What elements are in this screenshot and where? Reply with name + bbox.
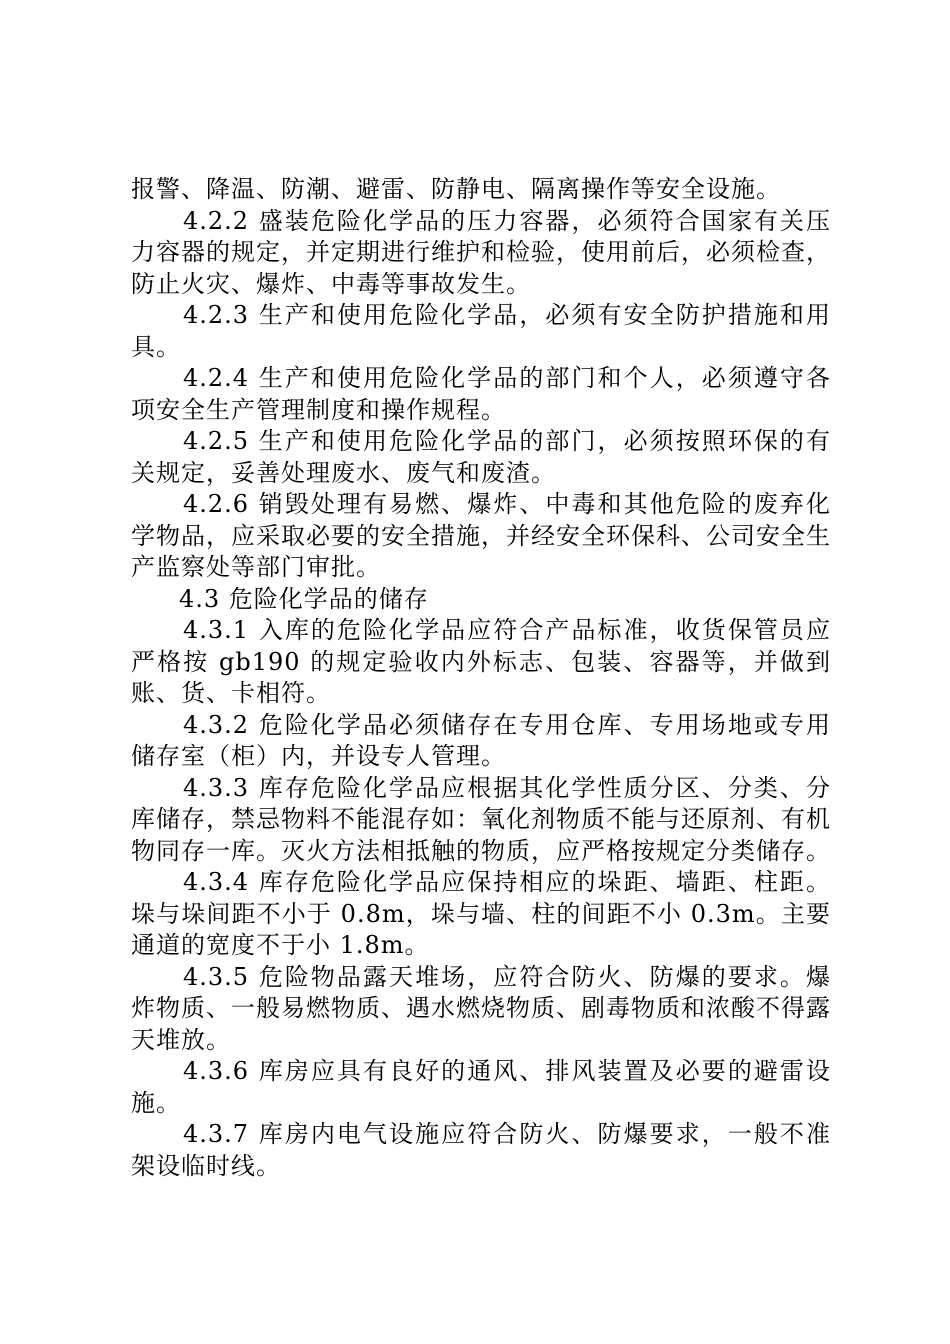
paragraph-4-2-3: 4.2.3 生产和使用危险化学品，必须有安全防护措施和用具。 [131,301,831,361]
paragraph-4-3-5: 4.3.5 危险物品露天堆场，应符合防火、防爆的要求。爆炸物质、一般易燃物质、遇水燃烧物质、剧毒物质和浓酸不得露天堆放。 [131,962,831,1054]
paragraph-4-3-1: 4.3.1 入库的危险化学品应符合产品标准，收货保管员应严格按 gb190 的规定验收内外标志、包装、容器等，并做到账、货、卡相符。 [131,616,831,707]
paragraph-4-3-2: 4.3.2 危险化学品必须储存在专用仓库、专用场地或专用储存室（柜）内，并设专人管理。 [131,710,831,770]
paragraph-4-3-4: 4.3.4 库存危险化学品应保持相应的垛距、墙距、柱距。垛与垛间距不小于 0.8m，垛与墙、柱的间距不小 0.3m。主要通道的宽度不于小 1.8m。 [131,868,831,959]
document-body [131,174,831,1182]
section-heading-4-3: 4.3 危险化学品的储存 [179,584,429,613]
paragraph-4-2-6: 4.2.6 销毁处理有易燃、爆炸、中毒和其他危险的废弃化学物品，应采取必要的安全措施，并经安全环保科、公司安全生产监察处等部门审批。 [131,490,831,581]
paragraph-4-2-5: 4.2.5 生产和使用危险化学品的部门，必须按照环保的有关规定，妥善处理废水、废气和废渣。 [131,427,831,487]
paragraph-continuation: 报警、降温、防潮、避雷、防静电、隔离操作等安全设施。 [131,175,781,203]
paragraph-4-2-2: 4.2.2 盛装危险化学品的压力容器，必须符合国家有关压力容器的规定，并定期进行维护和检验，使用前后，必须检查，防止火灾、爆炸、中毒等事故发生。 [131,206,831,298]
paragraph-4-3-7: 4.3.7 库房内电气设施应符合防火、防爆要求，一般不准架设临时线。 [131,1120,831,1180]
paragraph-4-2-4: 4.2.4 生产和使用危险化学品的部门和个人，必须遵守各项安全生产管理制度和操作规程。 [131,364,831,424]
paragraph-4-3-6: 4.3.6 库房应具有良好的通风、排风装置及必要的避雷设施。 [131,1057,831,1117]
paragraph-4-3-3: 4.3.3 库存危险化学品应根据其化学性质分区、分类、分库储存，禁忌物料不能混存如：氧化剂物质不能与还原剂、有机物同存一库。灭火方法相抵触的物质，应严格按规定分类储存。 [131,773,831,865]
